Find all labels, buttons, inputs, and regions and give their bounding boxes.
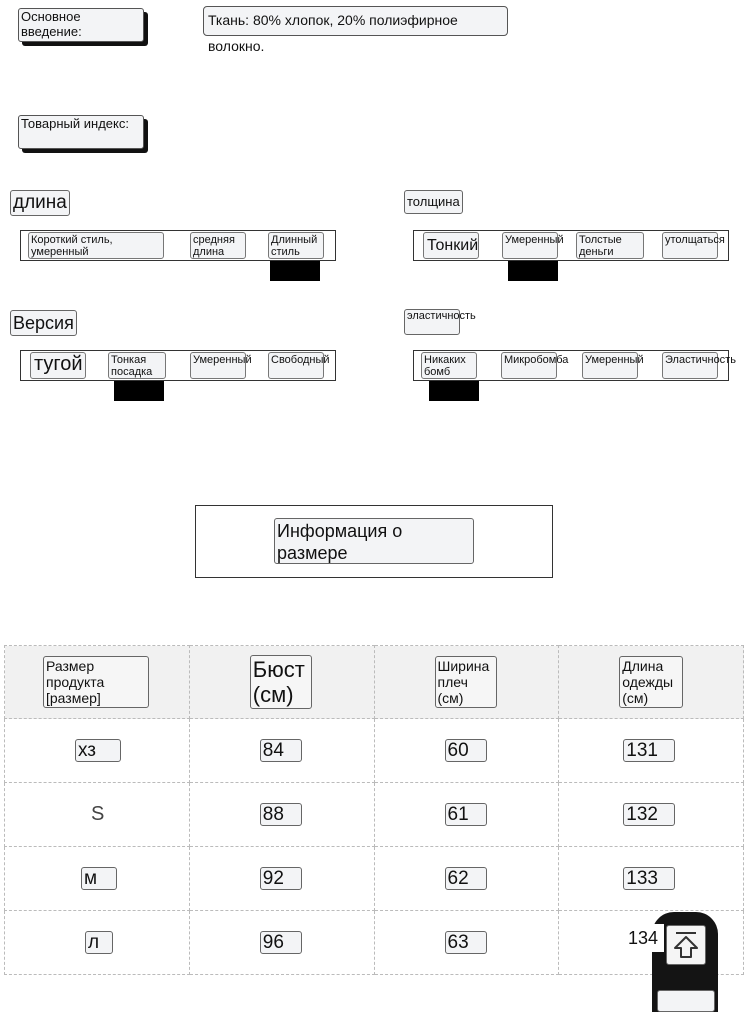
length-option-medium[interactable]: средняя длина [190, 232, 246, 259]
length-selected-marker [270, 261, 320, 281]
elasticity-option-none[interactable]: Никаких бомб [421, 352, 477, 379]
bottom-pill [657, 990, 715, 1012]
header-size-label: Размер продукта [размер] [43, 656, 149, 708]
thickness-title: толщина [404, 190, 463, 214]
size-cell: м [81, 867, 117, 891]
elasticity-option-elastic[interactable]: Эластичность [662, 352, 718, 379]
product-index-label: Товарный индекс: [18, 115, 144, 149]
table-row [5, 719, 744, 783]
version-option-loose[interactable]: Свободный [268, 352, 324, 379]
thickness-option-thicken[interactable]: утолщаться [662, 232, 718, 259]
bust-cell: 88 [260, 803, 302, 827]
bust-cell: 92 [260, 867, 302, 891]
length-cell: 132 [623, 803, 675, 827]
length-cell: 133 [623, 867, 675, 891]
size-cell: хз [75, 739, 121, 763]
shoulder-cell: 63 [445, 931, 487, 955]
header-shoulder-label: Ширина плеч (см) [435, 656, 497, 708]
table-row [5, 783, 744, 847]
elasticity-title: эластичность [404, 309, 460, 335]
size-info-title: Информация о размере [274, 518, 474, 564]
shoulder-cell: 60 [445, 739, 487, 763]
version-option-tight[interactable]: тугой [30, 352, 86, 379]
header-bust [189, 646, 374, 719]
shoulder-cell: 61 [445, 803, 487, 827]
thickness-option-moderate[interactable]: Умеренный [502, 232, 558, 259]
version-selected-marker [114, 381, 164, 401]
length-option-short[interactable]: Короткий стиль, умеренный [28, 232, 164, 259]
bust-cell: 84 [260, 739, 302, 763]
header-shoulder [374, 646, 559, 719]
size-cell: S [91, 803, 105, 825]
shoulder-cell: 62 [445, 867, 487, 891]
thickness-selected-marker [508, 261, 558, 281]
thickness-option-thin[interactable]: Тонкий [423, 232, 479, 259]
size-cell: л [85, 931, 113, 955]
size-table-header [5, 646, 744, 719]
thickness-option-thick[interactable]: Толстые деньги [576, 232, 644, 259]
length-cell: 134 [622, 924, 664, 952]
intro-label: Основное введение: [18, 8, 144, 42]
version-option-slim[interactable]: Тонкая посадка [108, 352, 166, 379]
fabric-info: Ткань: 80% хлопок, 20% полиэфирное волокно. [203, 6, 508, 36]
table-row [5, 847, 744, 911]
version-title: Версия [10, 310, 77, 336]
length-cell: 131 [623, 739, 675, 763]
length-title: длина [10, 190, 70, 216]
bust-cell: 96 [260, 931, 302, 955]
header-length-label: Длина одежды (см) [619, 656, 683, 708]
header-size [5, 646, 190, 719]
header-length [559, 646, 744, 719]
elasticity-option-moderate[interactable]: Умеренный [582, 352, 638, 379]
version-option-moderate[interactable]: Умеренный [190, 352, 246, 379]
length-option-long[interactable]: Длинный стиль [268, 232, 324, 259]
elasticity-option-micro[interactable]: Микробомба [501, 352, 557, 379]
header-bust-label: Бюст (см) [250, 655, 312, 710]
elasticity-selected-marker [429, 381, 479, 401]
arrow-up-icon[interactable] [666, 925, 706, 965]
